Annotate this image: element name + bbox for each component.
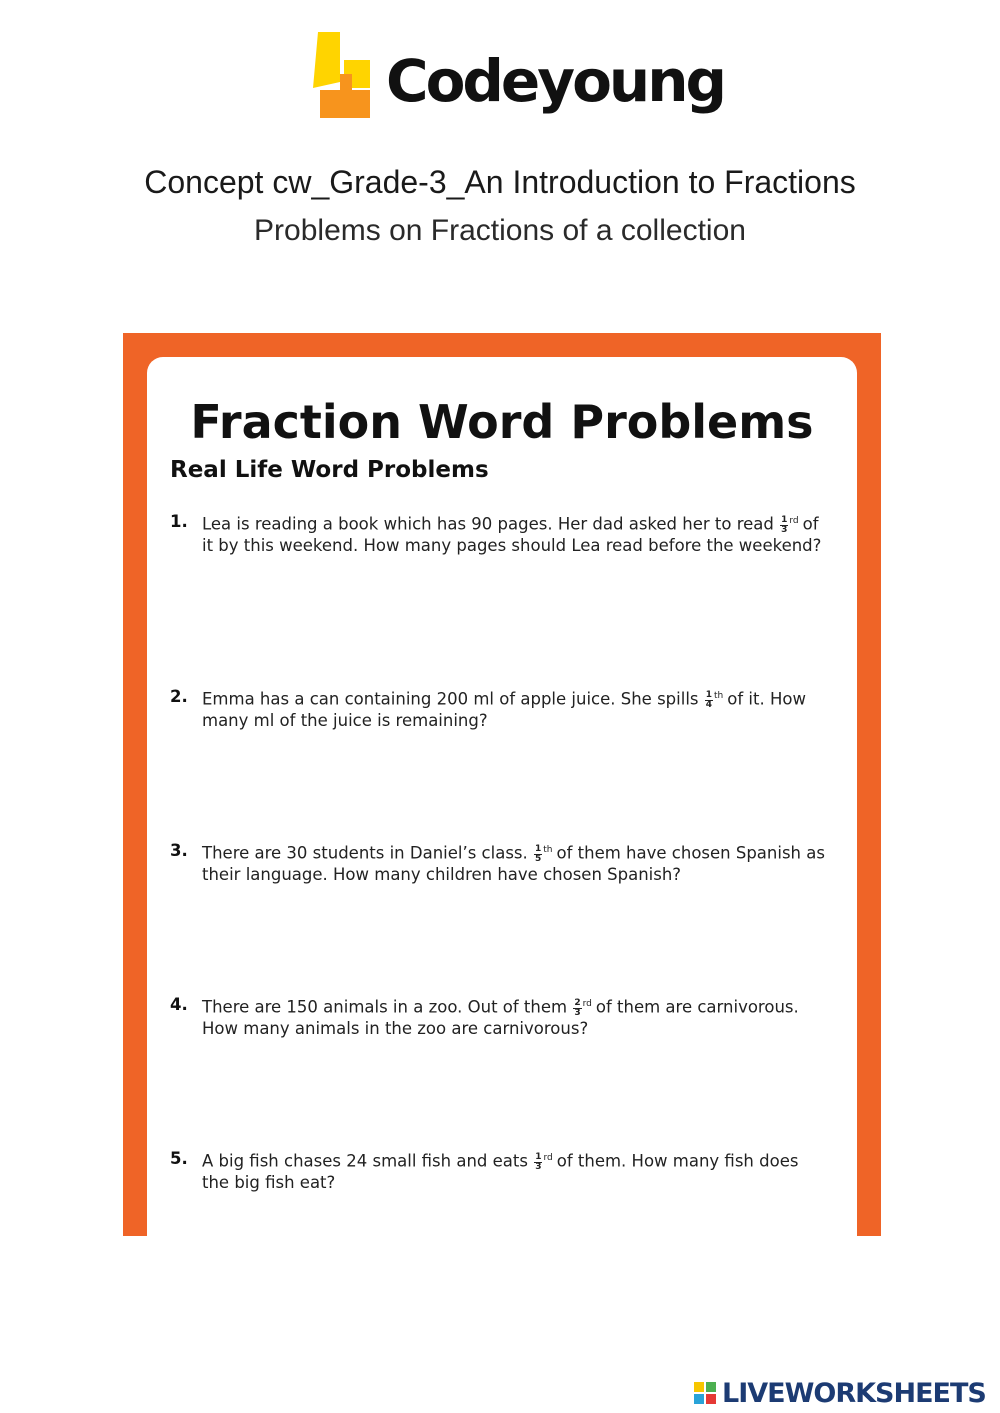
problem-text (202, 1148, 828, 1193)
problem-number: 4. (170, 995, 188, 1014)
fraction-numerator: 1 (705, 689, 713, 700)
problem-text-pre: A big fish chases 24 small fish and eats (202, 1151, 534, 1171)
fraction-denominator: 3 (574, 1007, 581, 1018)
problem-text-post: of them have chosen Spanish as their language. How many children have chosen Spanish? (202, 843, 825, 884)
fraction (573, 999, 581, 1018)
problem-text (202, 840, 828, 885)
problem-number: 5. (170, 1149, 188, 1168)
ordinal-suffix: rd (582, 999, 592, 1009)
ordinal-suffix: th (714, 691, 724, 701)
problem-number: 2. (170, 687, 188, 706)
fraction (780, 516, 788, 535)
problem-text-post: of them. How many fish does the big fish eat? (202, 1151, 799, 1192)
ordinal-suffix: th (543, 845, 553, 855)
problem-text (202, 686, 828, 731)
worksheet-card (147, 357, 857, 1236)
fraction-denominator: 3 (535, 1161, 542, 1172)
codeyoung-logo-icon (310, 30, 380, 122)
problem-number: 1. (170, 512, 188, 531)
fraction-numerator: 1 (535, 843, 542, 854)
fraction-denominator: 4 (705, 699, 713, 710)
problem-text (202, 511, 828, 556)
liveworksheets-logo-icon (694, 1382, 718, 1406)
ordinal-suffix: rd (543, 1153, 553, 1163)
logo-text: Codeyoung (386, 47, 725, 115)
problem-text-pre: Lea is reading a book which has 90 pages. Her dad asked her to read (202, 514, 780, 534)
problem-text-post: of it by this weekend. How many pages should Lea read before the weekend? (202, 514, 822, 555)
worksheet-subtitle: Real Life Word Problems (170, 457, 489, 483)
fraction-denominator: 5 (535, 853, 542, 864)
problem-text-post: of it. How many ml of the juice is remaining? (202, 689, 806, 730)
ordinal-suffix: rd (789, 516, 799, 526)
problem-text (202, 994, 828, 1039)
problem-text-pre: Emma has a can containing 200 ml of apple juice. She spills (202, 689, 704, 709)
problem-text-pre: There are 30 students in Daniel’s class. (202, 843, 534, 863)
problem-text-pre: There are 150 animals in a zoo. Out of them (202, 997, 573, 1017)
fraction-numerator: 2 (574, 997, 581, 1008)
liveworksheets-text: LIVEWORKSHEETS (722, 1378, 986, 1409)
liveworksheets-brand[interactable] (692, 1376, 992, 1412)
worksheet-frame (123, 333, 881, 1236)
concept-title: Concept cw_Grade-3_An Introduction to Fractions (144, 164, 856, 200)
worksheet-title: Fraction Word Problems (190, 395, 814, 449)
codeyoung-logo (310, 30, 725, 130)
fraction (534, 1153, 542, 1172)
fraction (705, 691, 713, 710)
concept-subtitle: Problems on Fractions of a collection (254, 214, 746, 247)
fraction-denominator: 3 (781, 524, 788, 535)
problem-number: 3. (170, 841, 188, 860)
fraction-numerator: 1 (781, 514, 788, 525)
problem-text-post: of them are carnivorous. How many animals in the zoo are carnivorous? (202, 997, 799, 1038)
fraction-numerator: 1 (535, 1151, 542, 1162)
fraction (534, 845, 542, 864)
